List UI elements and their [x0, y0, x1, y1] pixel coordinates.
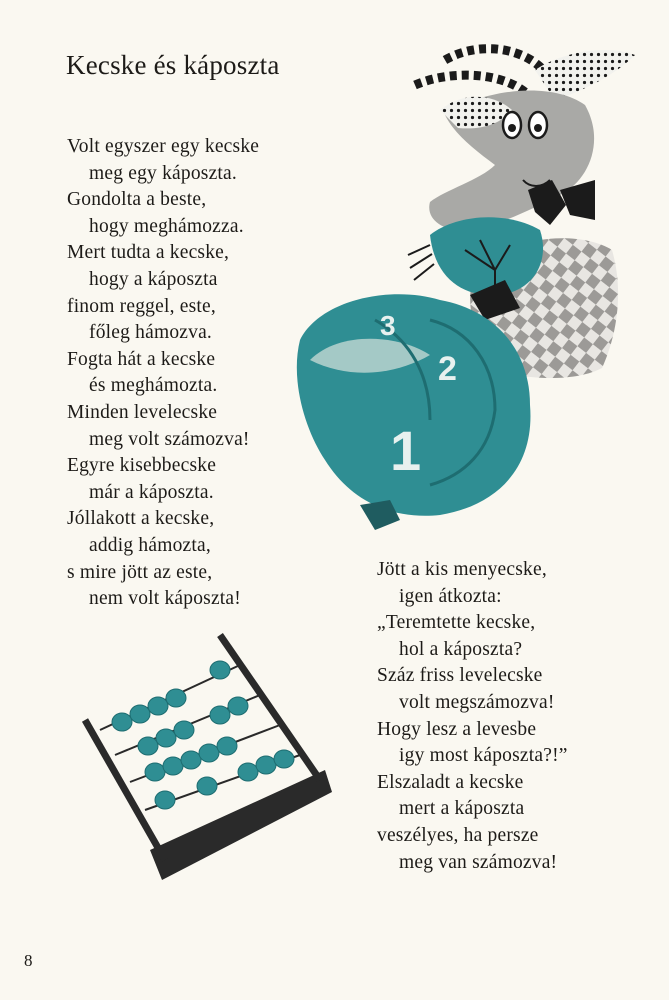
poem-line: igy most káposzta?!” [399, 745, 568, 767]
poem-line: és meghámozta. [89, 375, 218, 397]
poem-line: meg egy káposzta. [89, 162, 237, 184]
poem-line: Egyre kisebbecske [67, 455, 217, 477]
abacus-base [150, 770, 332, 880]
poem-line: Minden levelecske [67, 401, 218, 423]
poem-line: Gondolta a beste, [67, 189, 207, 211]
poem-stanza-right [377, 557, 568, 876]
poem-line: „Teremtette kecske, [377, 612, 536, 634]
poem-title: Kecske és káposzta [66, 50, 280, 80]
cabbage-number-3: 3 [380, 310, 396, 341]
poem-line: nem volt káposzta! [89, 588, 241, 610]
poem-line: Mert tudta a kecske, [67, 242, 230, 264]
page-number: 8 [24, 951, 33, 970]
poem-stanza-left [67, 134, 259, 613]
poem-line: Fogta hát a kecske [67, 348, 216, 370]
goat-horns [415, 49, 545, 92]
poem-line: igen átkozta: [399, 585, 502, 607]
cabbage-leaf [430, 217, 543, 295]
poem-line: Jött a kis menyecske, [377, 559, 547, 580]
poem-line: Volt egyszer egy kecske [67, 136, 260, 157]
poem-line: Száz friss levelecske [377, 665, 543, 687]
poem-line: Hogy lesz a levesbe [377, 718, 537, 740]
poem-line: finom reggel, este, [67, 295, 216, 317]
poem-line: hogy meghámozza. [89, 215, 244, 237]
abacus-illustration [70, 620, 340, 890]
poem-line: volt megszámozva! [399, 691, 555, 713]
poem-line: veszélyes, ha persze [377, 824, 539, 846]
poem-line: Elszaladt a kecske [377, 771, 524, 793]
poem-line: s mire jött az este, [67, 561, 213, 583]
cabbage-number-1: 1 [390, 419, 422, 482]
poem-line: addig hámozta, [89, 534, 211, 556]
poem-line: Jóllakott a kecske, [67, 508, 215, 530]
poem-line: már a káposzta. [89, 481, 214, 503]
poem-line: hol a káposzta? [399, 638, 523, 660]
poem-line: főleg hámozva. [89, 322, 212, 344]
poem-line: mert a káposzta [399, 798, 525, 820]
cabbage-number-2: 2 [438, 350, 457, 388]
poem-line: meg volt számozva! [89, 428, 250, 450]
goat-cabbage-illustration [280, 30, 640, 530]
poem-line: meg van számozva! [399, 851, 558, 873]
poem-line: hogy a káposzta [89, 268, 218, 290]
